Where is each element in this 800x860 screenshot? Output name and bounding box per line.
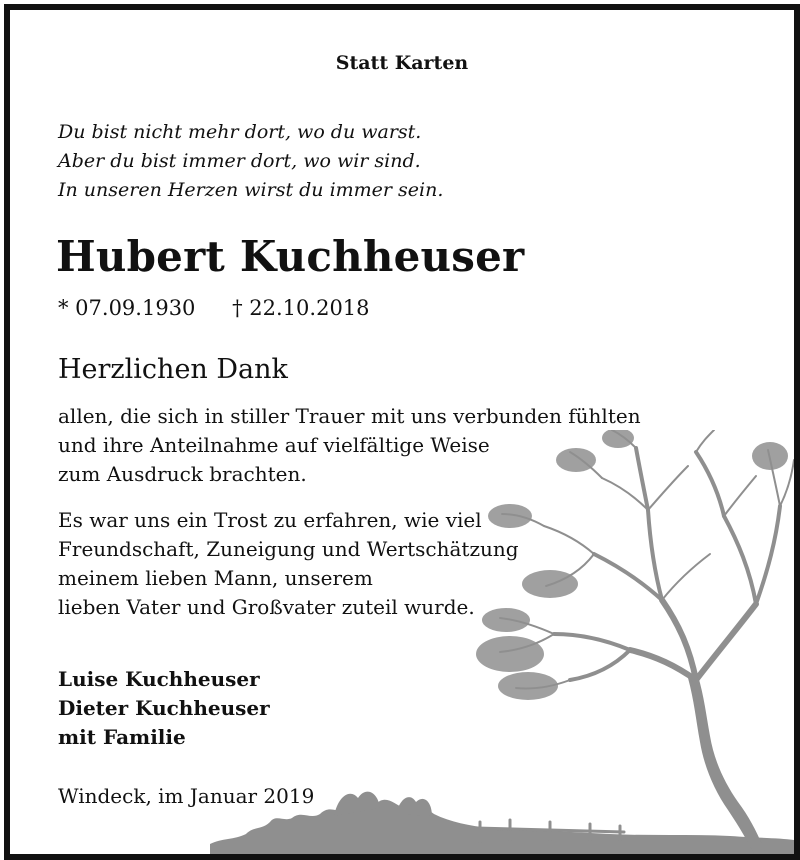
paragraph-line: Freundschaft, Zuneigung und Wertschätzung [58, 537, 519, 561]
life-dates [58, 296, 370, 320]
place-and-date: Windeck, im Januar 2019 [58, 784, 315, 808]
signers-block [58, 665, 270, 752]
obituary-notice [4, 4, 800, 860]
thanks-paragraph-1 [58, 402, 641, 489]
signer-name: mit Familie [58, 725, 186, 749]
paragraph-line: Es war uns ein Trost zu erfahren, wie viel [58, 508, 482, 532]
statt-karten-header: Statt Karten [335, 52, 469, 74]
memorial-verse [58, 118, 443, 205]
paragraph-line: allen, die sich in stiller Trauer mit uns verbunden fühlten [58, 404, 641, 428]
signer-name: Dieter Kuchheuser [58, 696, 270, 720]
death-date: † 22.10.2018 [232, 296, 370, 320]
paragraph-line: und ihre Anteilnahme auf vielfältige Weise [58, 433, 490, 457]
verse-line: Du bist nicht mehr dort, wo du warst. [58, 121, 422, 143]
paragraph-line: zum Ausdruck brachten. [58, 462, 307, 486]
signer-name: Luise Kuchheuser [58, 667, 260, 691]
thanks-paragraph-2 [58, 506, 519, 622]
deceased-name: Hubert Kuchheuser [56, 232, 525, 281]
verse-line: Aber du bist immer dort, wo wir sind. [58, 150, 421, 172]
thanks-heading: Herzlichen Dank [58, 354, 288, 385]
verse-line: In unseren Herzen wirst du immer sein. [58, 179, 444, 201]
paragraph-line: meinem lieben Mann, unserem [58, 566, 373, 590]
paragraph-line: lieben Vater und Großvater zuteil wurde. [58, 595, 475, 619]
birth-date: * 07.09.1930 [58, 296, 196, 320]
